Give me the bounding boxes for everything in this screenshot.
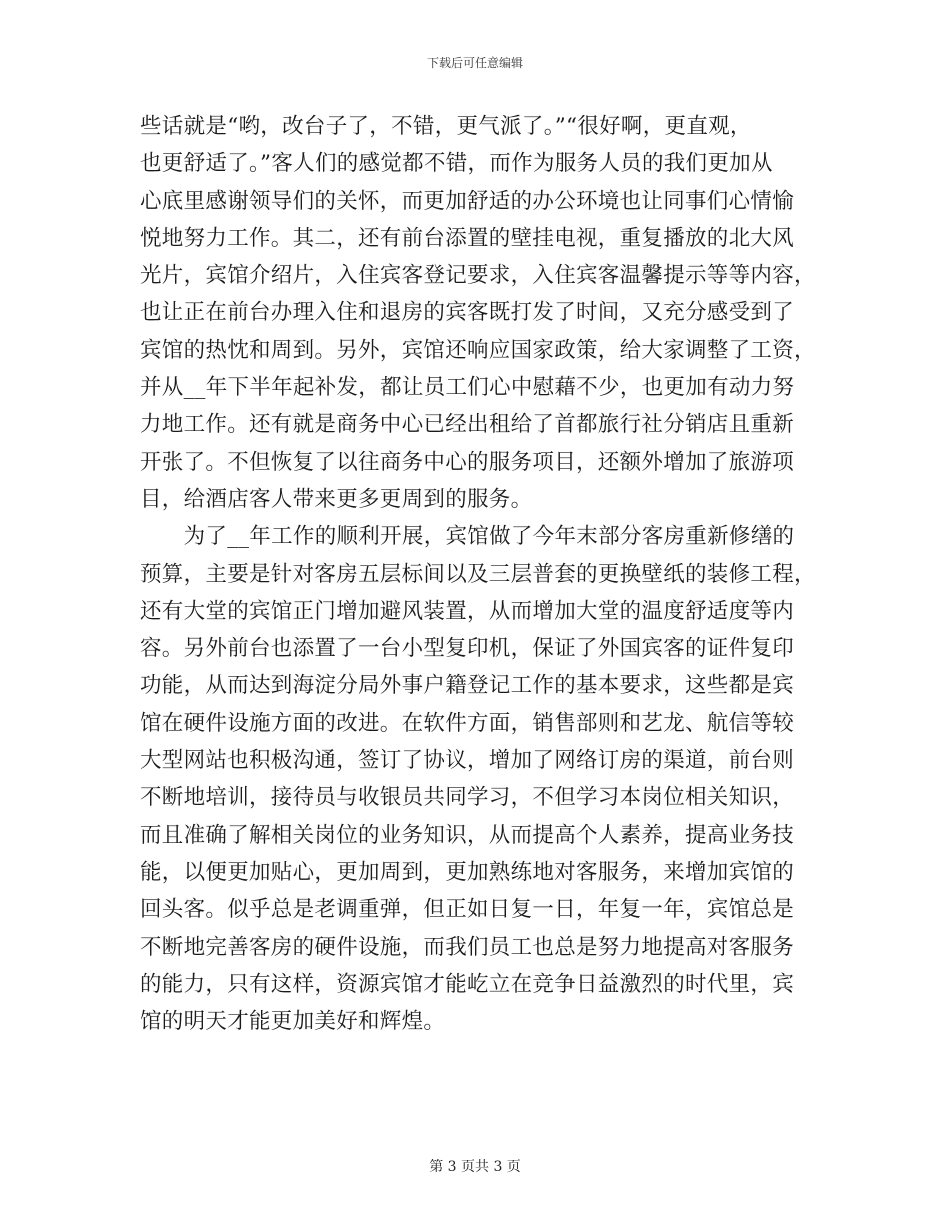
text-line: 回头客。似乎总是老调重弹，但正如日复一日，年复一年，宾馆总是: [140, 897, 795, 923]
text-line: 的能力，只有这样，资源宾馆才能屹立在竞争日益激烈的时代里，宾: [140, 971, 795, 997]
text-line: 馆的明天才能更加美好和辉煌。: [140, 1009, 446, 1035]
text-line: 还有大堂的宾馆正门增加避风装置，从而增加大堂的温度舒适度等内: [140, 598, 795, 624]
text-line: 光片，宾馆介绍片，入住宾客登记要求，入住宾客温馨提示等等内容，: [140, 263, 816, 289]
text-line: 宾馆的热忱和周到。另外，宾馆还响应国家政策，给大家调整了工资，: [140, 337, 816, 363]
document-body: [140, 108, 816, 1040]
text-line: 也让正在前台办理入住和退房的宾客既打发了时间，又充分感受到了: [140, 300, 795, 326]
text-line: 为了__年工作的顺利开展，宾馆做了今年末部分客房重新修缮的: [140, 524, 795, 550]
text-line: 能，以便更加贴心，更加周到，更加熟练地对客服务，来增加宾馆的: [140, 859, 795, 885]
text-line: 馆在硬件设施方面的改进。在软件方面，销售部则和艺龙、航信等较: [140, 710, 795, 736]
text-line: 容。另外前台也添置了一台小型复印机，保证了外国宾客的证件复印: [140, 636, 795, 662]
text-line: 不断地完善客房的硬件设施，而我们员工也总是努力地提高对客服务: [140, 934, 795, 960]
text-line: 开张了。不但恢复了以往商务中心的服务项目，还额外增加了旅游项: [140, 449, 795, 475]
text-line: 不断地培训，接待员与收银员共同学习，不但学习本岗位相关知识，: [140, 785, 795, 811]
text-line: 心底里感谢领导们的关怀，而更加舒适的办公环境也让同事们心情愉: [140, 188, 795, 214]
text-line: 功能，从而达到海淀分局外事户籍登记工作的基本要求，这些都是宾: [140, 673, 795, 699]
page-header: 下载后可任意编辑: [426, 56, 523, 70]
text-line: 悦地努力工作。其二，还有前台添置的壁挂电视，重复播放的北大风: [140, 225, 795, 251]
text-line: 并从__年下半年起补发，都让员工们心中慰藉不少，也更加有动力努: [140, 375, 795, 401]
page-footer: 第 3 页共 3 页: [429, 1159, 521, 1175]
text-line: 而且准确了解相关岗位的业务知识，从而提高个人素养，提高业务技: [140, 822, 795, 848]
text-line: 大型网站也积极沟通，签订了协议，增加了网络订房的渠道，前台则: [140, 748, 795, 774]
text-line: 预算，主要是针对客房五层标间以及三层普套的更换壁纸的装修工程，: [140, 561, 816, 587]
text-line: 目，给酒店客人带来更多更周到的服务。: [140, 486, 533, 512]
text-line: 也更舒适了。”客人们的感觉都不错，而作为服务人员的我们更加从: [140, 151, 773, 177]
text-line: 力地工作。还有就是商务中心已经出租给了首都旅行社分销店且重新: [140, 412, 795, 438]
text-line: 些话就是“哟，改台子了，不错，更气派了。”“很好啊，更直观，: [140, 114, 752, 139]
